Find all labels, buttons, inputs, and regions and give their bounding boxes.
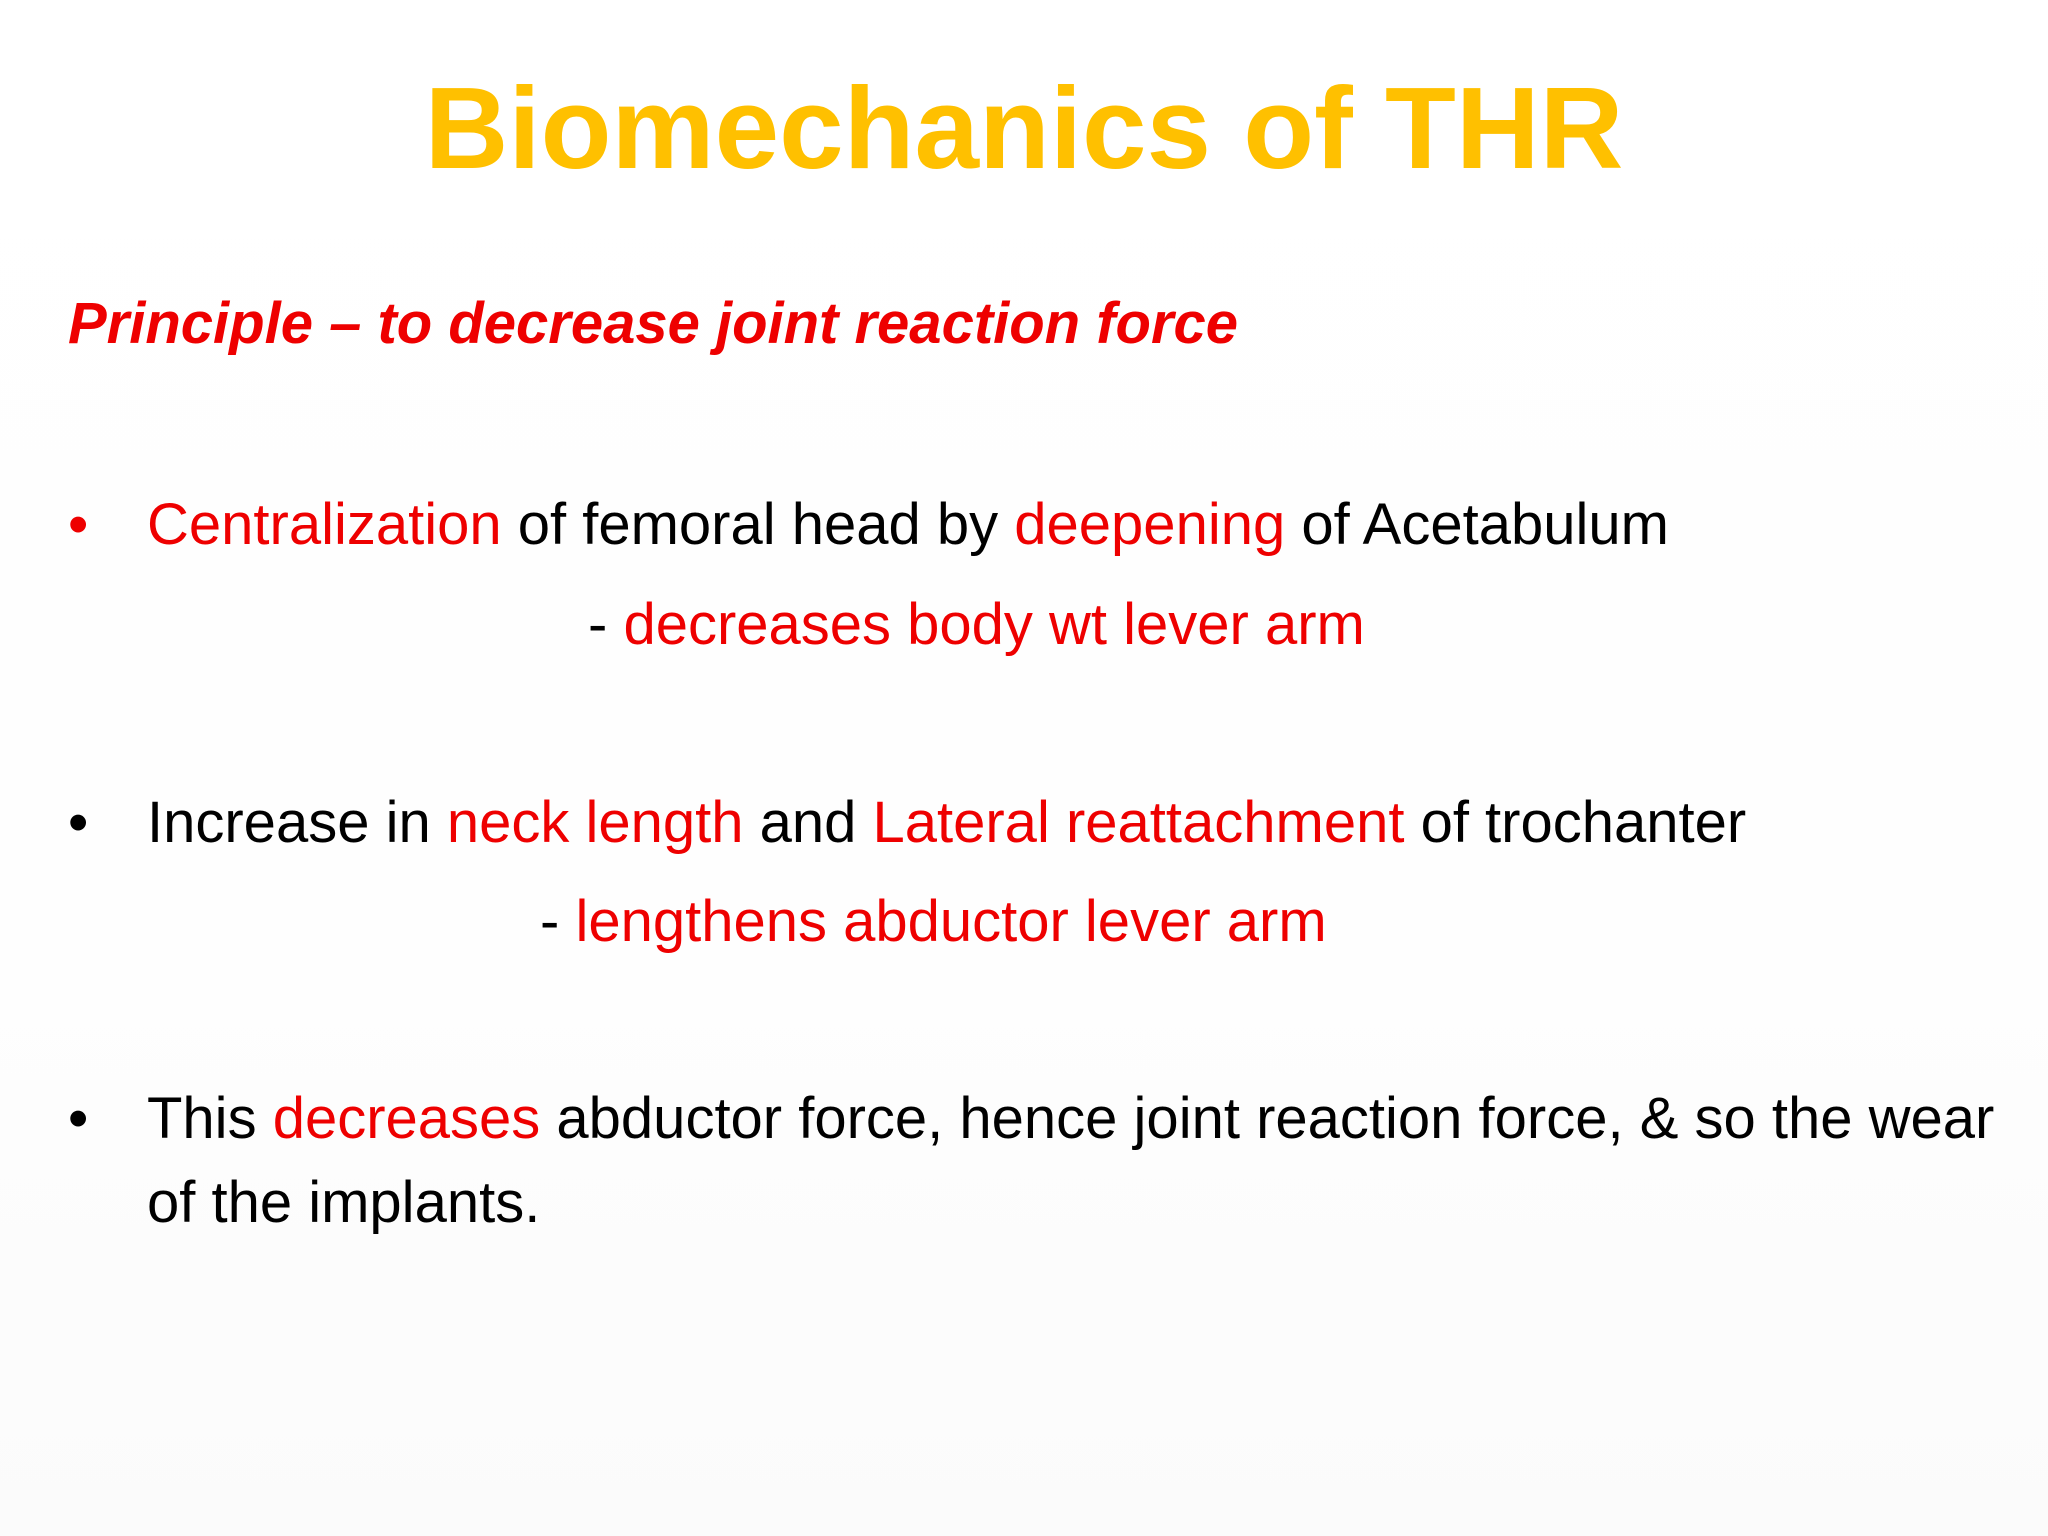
plain-text: of Acetabulum — [1285, 492, 1669, 557]
plain-text: This — [147, 1086, 273, 1151]
sub-dash: - — [588, 592, 624, 657]
bullet-marker: • — [68, 1086, 89, 1151]
highlight-term: Centralization — [147, 492, 502, 557]
sub-dash: - — [540, 889, 576, 954]
plain-text: of femoral head by — [501, 492, 1015, 557]
highlight-term: Lateral reattachment — [872, 790, 1405, 855]
plain-text: of trochanter — [1404, 790, 1747, 855]
plain-text: Increase in — [147, 790, 447, 855]
bullet-text — [147, 1077, 2027, 1245]
sub-point-abductor — [540, 880, 1327, 964]
plain-text: and — [743, 790, 873, 855]
bullet-marker: • — [68, 790, 89, 855]
principle-heading: Principle – to decrease joint reaction force — [68, 291, 1239, 356]
bullet-text — [147, 483, 2027, 567]
highlight-term: decreases — [272, 1086, 541, 1151]
sub-point-body-weight — [588, 583, 1365, 667]
sub-text: lengthens abductor lever arm — [575, 889, 1327, 954]
bullet-marker: • — [68, 492, 89, 557]
highlight-term: neck length — [446, 790, 744, 855]
highlight-term: deepening — [1014, 492, 1286, 557]
bullet-text — [147, 781, 2027, 865]
plain-text: abductor force, hence joint reaction force, & so the wear of the implants. — [147, 1086, 1995, 1235]
sub-text: decreases body wt lever arm — [623, 592, 1365, 657]
slide-title: Biomechanics of THR — [424, 63, 1624, 193]
